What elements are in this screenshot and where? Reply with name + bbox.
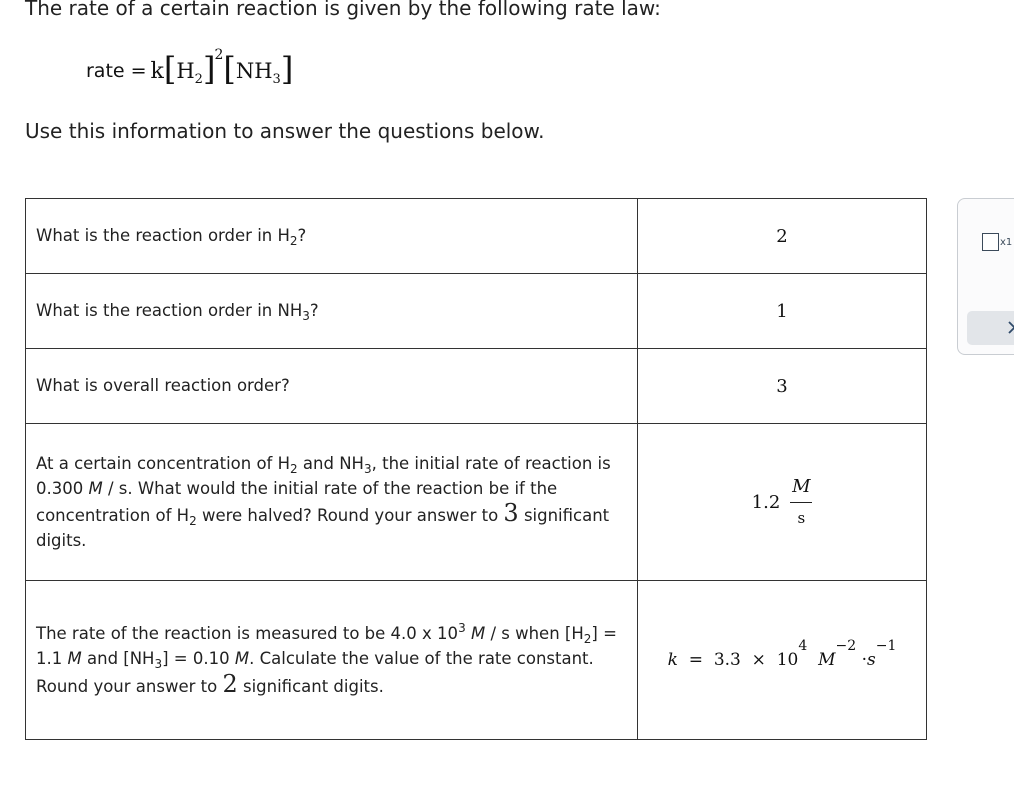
species-h-subscript: 2: [194, 71, 203, 87]
answer-cell[interactable]: [638, 581, 927, 740]
species-h: H: [176, 59, 195, 83]
open-bracket: [: [223, 50, 236, 88]
answer-value: 1.2: [751, 491, 781, 513]
answer-value: 2: [776, 225, 788, 247]
rate-constant-answer: k = 3.3 × 10 4 M −2 · s −1: [667, 638, 897, 670]
close-bracket: ]: [202, 50, 216, 88]
question-table: [25, 198, 927, 740]
table-row: [26, 199, 927, 274]
instruction-text: Use this information to answer the questions below.: [25, 119, 545, 143]
question-cell: What is the reaction order in $NH_3$?: [26, 274, 638, 349]
rate-answer: [752, 478, 813, 526]
question-cell: The rate of the reaction is measured to be 4.0 x $10^3$ M / s when $[H_2] = 1.1$ M and $[NH_3] = 0.10$ M. Calculate the value of the rate constant. Round your answer to 2 significant digits.: [26, 581, 638, 740]
close-bracket: ]: [280, 50, 294, 88]
fraction-bar: [790, 502, 812, 503]
rate-law-expression: [86, 46, 293, 96]
rate-constant-symbol: k: [150, 58, 164, 84]
answer-tools-panel: [957, 198, 1014, 355]
superscript-box-icon: [982, 233, 999, 251]
open-bracket: [: [163, 50, 177, 88]
clear-button[interactable]: [967, 311, 1014, 345]
answer-cell[interactable]: [638, 199, 927, 274]
equals-sign: =: [130, 60, 147, 82]
answer-cell[interactable]: [638, 349, 927, 424]
rate-word: rate: [86, 60, 125, 82]
unit-denominator: s: [797, 509, 806, 527]
problem-header: The rate of a certain reaction is given by the following rate law:: [25, 0, 661, 20]
question-cell: At a certain concentration of $H_2$ and $NH_3$, the initial rate of reaction is 0.300 M / s. What would the initial rate of the reaction be if the concentration of $H_2$ were halved? Round your answer to 3 significant digits.: [26, 424, 638, 581]
answer-value: 1: [776, 300, 788, 322]
table-row: [26, 349, 927, 424]
superscript-label: x1: [1000, 237, 1013, 248]
species-nh: NH: [235, 59, 273, 83]
table-row: [26, 581, 927, 740]
question-cell: What is the reaction order in $H_2$?: [26, 199, 638, 274]
answer-value: 3: [776, 375, 788, 397]
question-cell: What is overall reaction order?: [26, 349, 638, 424]
answer-cell[interactable]: [638, 274, 927, 349]
unit-fraction: [790, 478, 812, 526]
table-row: [26, 274, 927, 349]
table-row: [26, 424, 927, 581]
species-h-exponent: 2: [214, 47, 224, 63]
superscript-button[interactable]: [982, 233, 1012, 251]
close-icon: [1006, 318, 1014, 338]
unit-numerator: M: [792, 476, 811, 497]
species-nh-subscript: 3: [272, 71, 281, 87]
answer-cell[interactable]: [638, 424, 927, 581]
